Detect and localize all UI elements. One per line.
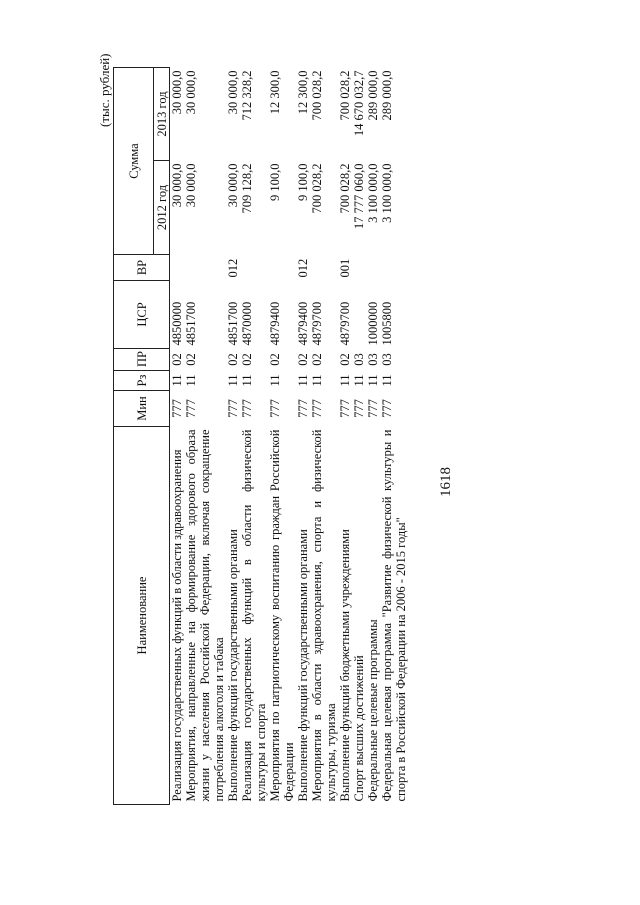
row-rz: 11	[352, 374, 366, 387]
row-csr: 4879700	[310, 301, 324, 346]
row-value-2012: 700 028,2	[338, 163, 352, 214]
row-name: Федеральные целевые программы	[366, 619, 380, 802]
row-name: Федеральная целевая программа "Развитие физической культуры и спорта в Российской Федерации на 2006 - 2015 годы"	[380, 429, 408, 802]
row-value-2013: 30 000,0	[226, 70, 240, 115]
row-name: Выполнение функций государственными органами	[226, 529, 240, 802]
table-row	[338, 68, 352, 805]
row-value-2012: 3 100 000,0	[366, 163, 380, 223]
row-value-2013: 30 000,0	[170, 70, 184, 115]
row-name: Реализация государственных функций в области физической культуры и спорта	[240, 429, 268, 802]
row-value-2013: 289 000,0	[366, 70, 380, 121]
row-rz: 11	[296, 374, 310, 387]
row-rz: 11	[226, 374, 240, 387]
row-rz: 11	[338, 374, 352, 387]
row-rz: 11	[380, 374, 394, 387]
header-sum: Сумма	[114, 68, 154, 255]
row-value-2012: 709 128,2	[240, 163, 254, 214]
row-value-2013: 30 000,0	[184, 70, 198, 115]
row-min: 777	[184, 399, 198, 418]
row-csr	[352, 281, 366, 349]
row-value-2013: 14 670 032,7	[352, 70, 366, 137]
table-row	[366, 68, 380, 805]
row-vr: 001	[338, 258, 352, 278]
row-min: 777	[170, 399, 184, 418]
row-pr: 02	[338, 353, 352, 366]
row-vr: 012	[296, 258, 310, 278]
row-min: 777	[296, 399, 310, 418]
row-min: 777	[366, 399, 380, 418]
budget-table	[113, 67, 408, 805]
header-2013: 2013 год	[154, 68, 170, 161]
row-pr: 03	[352, 353, 366, 366]
row-name: Выполнение функций государственными органами	[296, 529, 310, 802]
row-vr	[184, 255, 226, 281]
row-vr	[380, 255, 408, 281]
row-vr	[352, 255, 366, 281]
row-pr: 02	[268, 353, 282, 366]
row-value-2012: 30 000,0	[170, 163, 184, 208]
row-min: 777	[268, 399, 282, 418]
row-vr	[366, 255, 380, 281]
table-row	[352, 68, 366, 805]
table-row	[170, 68, 185, 805]
table-row	[310, 68, 338, 805]
row-csr: 4879400	[296, 301, 310, 346]
row-value-2012: 3 100 000,0	[380, 163, 394, 223]
row-value-2013: 289 000,0	[380, 70, 394, 121]
table-row	[226, 68, 240, 805]
row-pr: 02	[296, 353, 310, 366]
header-min: Мин	[114, 391, 170, 427]
row-value-2012: 30 000,0	[184, 163, 198, 208]
row-name: Реализация государственных функций в области здравоохранения	[170, 449, 184, 802]
row-pr: 02	[184, 353, 198, 366]
header-name: Наименование	[114, 427, 170, 805]
row-min: 777	[380, 399, 394, 418]
header-rz: Рз	[114, 371, 170, 391]
row-rz: 11	[310, 374, 324, 387]
table-row	[184, 68, 226, 805]
header-csr: ЦСР	[114, 281, 170, 349]
row-csr: 1005800	[380, 301, 394, 346]
row-vr: 012	[226, 258, 240, 278]
row-min: 777	[310, 399, 324, 418]
row-pr: 02	[170, 353, 184, 366]
row-vr	[310, 255, 338, 281]
row-min: 777	[240, 399, 254, 418]
row-rz: 11	[170, 374, 184, 387]
row-pr: 02	[226, 353, 240, 366]
row-pr: 02	[310, 353, 324, 366]
row-csr: 4870000	[240, 301, 254, 346]
row-pr: 03	[380, 353, 394, 366]
table-row	[268, 68, 296, 805]
row-csr: 1000000	[366, 301, 380, 346]
row-min: 777	[352, 399, 366, 418]
row-vr	[268, 255, 296, 281]
row-value-2012: 9 100,0	[268, 163, 282, 201]
row-value-2012: 9 100,0	[296, 163, 310, 201]
row-min: 777	[338, 399, 352, 418]
row-name: Мероприятия в области здравоохранения, спорта и физической культуры, туризма	[310, 429, 338, 802]
page-number: 1618	[438, 467, 454, 497]
row-value-2012: 17 777 060,0	[352, 163, 366, 230]
row-name: Мероприятия, направленные на формирование здорового образа жизни у населения Российской Федерации, включая сокращение потребления алкоголя и табака	[184, 429, 226, 802]
row-vr	[240, 255, 268, 281]
row-name: Выполнение функций бюджетными учреждениями	[338, 529, 352, 802]
row-rz: 11	[240, 374, 254, 387]
row-rz: 11	[366, 374, 380, 387]
units-caption: (тыс. рублей)	[97, 53, 112, 127]
row-pr: 02	[240, 353, 254, 366]
row-csr: 4879400	[268, 301, 282, 346]
table-row	[380, 68, 408, 805]
row-csr: 4850000	[170, 301, 184, 346]
row-min: 777	[226, 399, 240, 418]
table-body	[170, 68, 409, 805]
header-vr: ВР	[114, 255, 170, 281]
row-value-2012: 30 000,0	[226, 163, 240, 208]
row-rz: 11	[268, 374, 282, 387]
table-row	[296, 68, 310, 805]
table-header	[114, 68, 170, 805]
row-value-2013: 712 328,2	[240, 70, 254, 121]
row-value-2013: 700 028,2	[338, 70, 352, 121]
row-value-2013: 12 300,0	[268, 70, 282, 115]
row-csr: 4851700	[226, 301, 240, 346]
row-rz: 11	[184, 374, 198, 387]
row-value-2012: 700 028,2	[310, 163, 324, 214]
row-name: Спорт высших достижений	[352, 655, 366, 802]
row-csr: 4879700	[338, 301, 352, 346]
row-csr: 4851700	[184, 301, 198, 346]
table-row	[240, 68, 268, 805]
row-value-2013: 700 028,2	[310, 70, 324, 121]
row-name: Мероприятия по патриотическому воспитанию граждан Российской Федерации	[268, 429, 296, 802]
row-vr	[170, 255, 185, 281]
row-pr: 03	[366, 353, 380, 366]
header-pr: ПР	[114, 349, 170, 371]
header-2012: 2012 год	[154, 161, 170, 255]
row-value-2013: 12 300,0	[296, 70, 310, 115]
